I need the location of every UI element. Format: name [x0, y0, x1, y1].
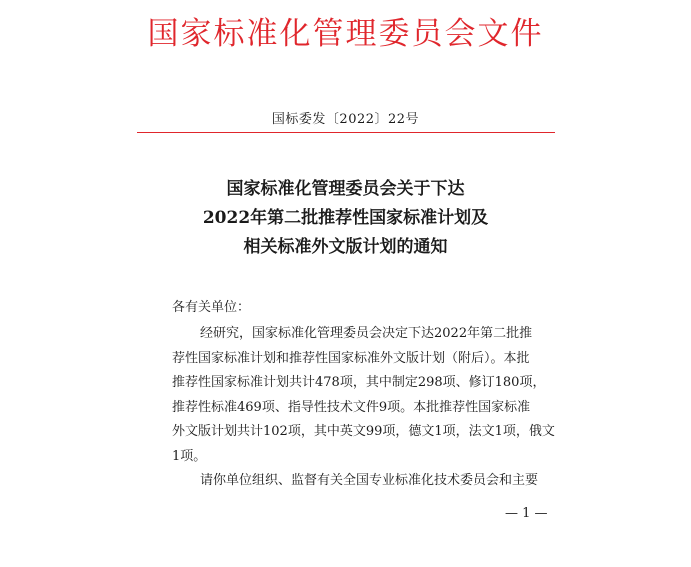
body-line: 推荐性国家标准计划共计478项，其中制定298项、修订180项，	[172, 375, 546, 391]
body-paragraph-1	[172, 322, 562, 470]
body-paragraph-2: 请你单位组织、监督有关全国专业标准化技术委员会和主要	[200, 473, 539, 488]
body-line: 荐性国家标准计划和推荐性国家标准外文版计划（附后）。本批	[172, 350, 530, 366]
title-line-1: 国家标准化管理委员会关于下达	[226, 179, 465, 199]
masthead-title: 国家标准化管理委员会文件	[147, 16, 544, 52]
title-line-3: 相关标准外文版计划的通知	[243, 237, 448, 257]
red-divider-line	[137, 132, 555, 133]
document-number: 国标委发〔2022〕22号	[271, 112, 420, 127]
body-line: 1项。	[172, 448, 207, 464]
notice-title	[0, 175, 691, 262]
body-line: 外文版计划共计102项，其中英文99项，德文1项，法文1项，俄文	[172, 424, 555, 440]
title-line-2: 2022年第二批推荐性国家标准计划及	[202, 208, 489, 228]
body-line: 推荐性标准469项、指导性技术文件9项。本批推荐性国家标准	[172, 399, 531, 415]
body-line: 经研究，国家标准化管理委员会决定下达2022年第二批推	[200, 326, 533, 341]
page-number: — 1 —	[505, 506, 548, 521]
salutation: 各有关单位：	[172, 300, 251, 315]
